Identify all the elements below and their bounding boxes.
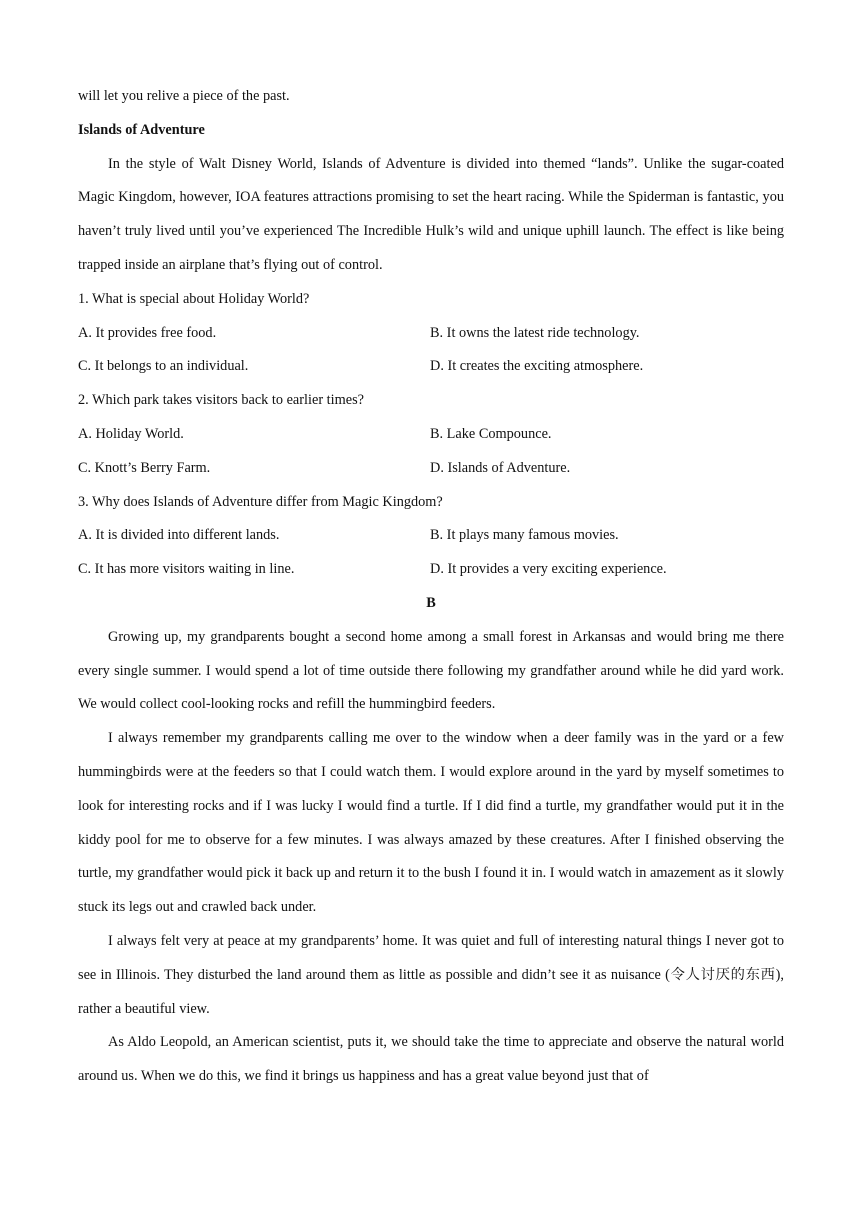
ioa-paragraph: In the style of Walt Disney World, Islands of Adventure is divided into themed “lands”. Unlike the sugar-coated Magic Kingdom, however, IOA features attractions promising to set the heart racing. While the Spiderman is fantastic, you haven’t truly lived until you’ve experienced The Incredible Hulk’s wild and unique uphill launch. The effect is like being trapped inside an airplane that’s flying out of control. [78, 155, 784, 273]
option-b: B. It owns the latest ride technology. [430, 324, 640, 341]
intro-tail-line: will let you relive a piece of the past. [78, 88, 290, 104]
document-page [78, 80, 784, 1094]
option-c: C. It has more visitors waiting in line. [78, 561, 295, 578]
option-d: D. It creates the exciting atmosphere. [430, 358, 644, 375]
option-d: D. Islands of Adventure. [430, 459, 571, 476]
passage-b-paragraph-3: I always felt very at peace at my grandparents’ home. It was quiet and full of interesting natural things I never got to see in Illinois. They disturbed the land around them as little as possible and didn’t see it as nuisance (令人讨厌的东西), rather a beautiful view. [78, 932, 784, 1017]
question-text: 1. What is special about Holiday World? [78, 290, 310, 307]
question-1 [78, 283, 784, 384]
answer-options [78, 519, 784, 587]
option-b: B. It plays many famous movies. [430, 527, 619, 544]
option-d: D. It provides a very exciting experience. [430, 561, 667, 578]
option-a: A. It provides free food. [78, 324, 217, 341]
question-text: 3. Why does Islands of Adventure differ from Magic Kingdom? [78, 493, 443, 510]
option-b: B. Lake Compounce. [430, 425, 552, 442]
answer-options [78, 418, 784, 486]
answer-options [78, 317, 784, 385]
section-heading-islands-of-adventure: Islands of Adventure [78, 121, 205, 138]
section-b-title: B [426, 594, 436, 611]
question-3 [78, 486, 784, 587]
passage-b-paragraph-1: Growing up, my grandparents bought a second home among a small forest in Arkansas and would bring me there every single summer. I would spend a lot of time outside there following my grandfather around while he did yard work. We would collect cool-looking rocks and refill the hummingbird feeders. [78, 628, 784, 713]
option-a: A. Holiday World. [78, 425, 184, 442]
option-c: C. Knott’s Berry Farm. [78, 459, 211, 476]
question-2 [78, 384, 784, 485]
option-c: C. It belongs to an individual. [78, 358, 249, 375]
passage-b-paragraph-2: I always remember my grandparents calling me over to the window when a deer family was in the yard or a few hummingbirds were at the feeders so that I could watch them. I would explore around in the yard by myself sometimes to look for interesting rocks and if I was lucky I would find a turtle. If I did find a turtle, my grandfather would put it in the kiddy pool for me to observe for a few minutes. I was always amazed by these creatures. After I finished observing the turtle, my grandfather would pick it back up and return it to the bush I found it in. I would watch in amazement as it slowly stuck its legs out and crawled back under. [78, 730, 784, 916]
passage-b-paragraph-4: As Aldo Leopold, an American scientist, puts it, we should take the time to appreciate and observe the natural world around us. When we do this, we find it brings us happiness and has a great value beyond just that of [78, 1034, 784, 1085]
option-a: A. It is divided into different lands. [78, 527, 280, 544]
question-text: 2. Which park takes visitors back to earlier times? [78, 392, 364, 409]
